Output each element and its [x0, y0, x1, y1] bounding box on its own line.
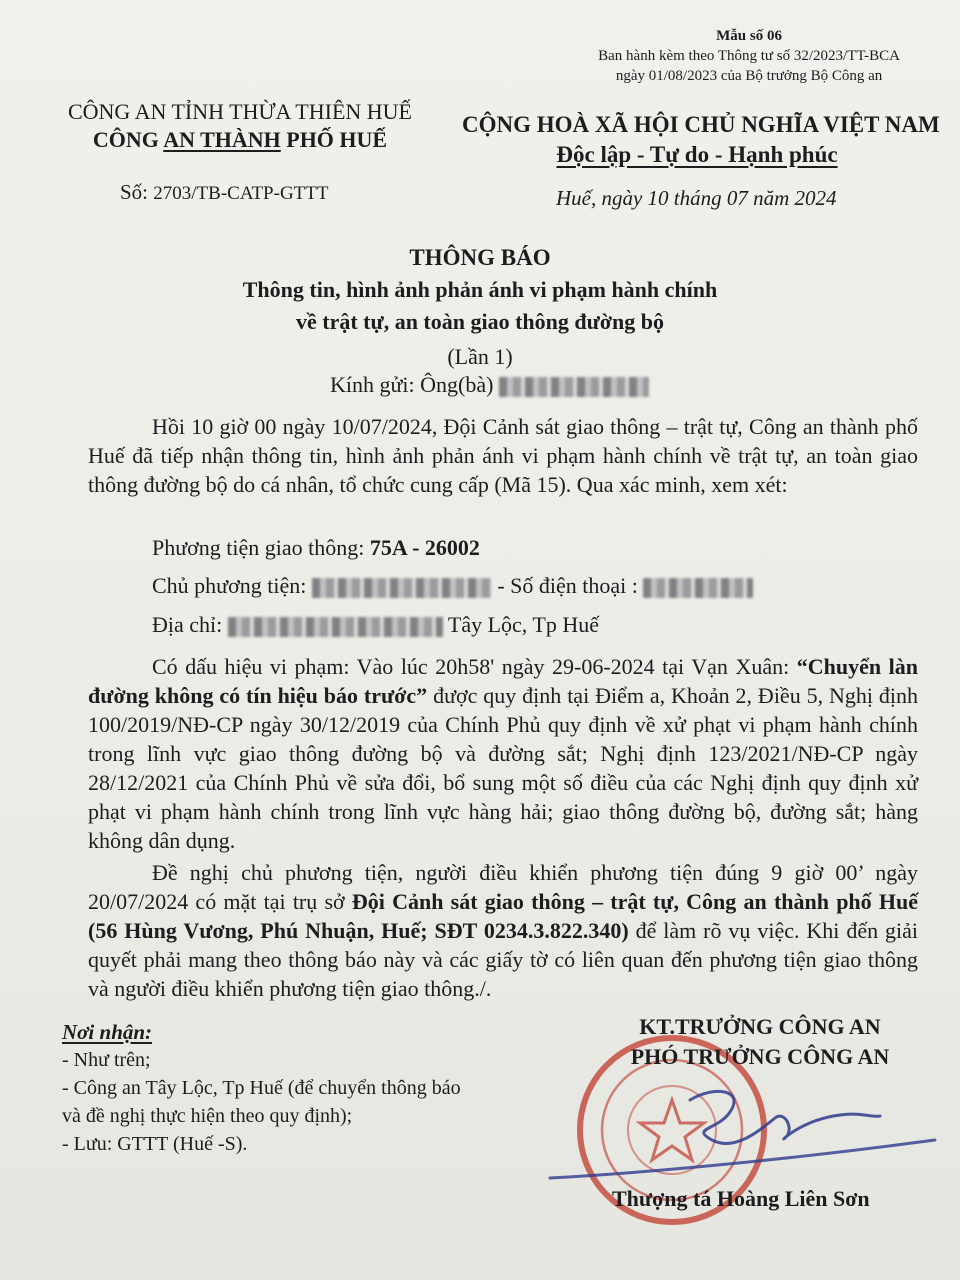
redacted-phone [643, 578, 753, 598]
vehicle-label: Phương tiện giao thông: [152, 535, 370, 560]
request-place: Đội Cảnh sát giao thông – trật tự, Công an thành phố Huế (56 Hùng Vương, Phú Nhuận, Huế; SĐT 0234.3.822.340) [88, 889, 918, 943]
form-number: Mẫu số 06 [716, 28, 782, 44]
organization-header [60, 98, 420, 154]
title-line-2: về trật tự, an toàn giao thông đường bộ [295, 309, 664, 334]
address-line [152, 612, 599, 638]
place-date: Huế, ngày 10 tháng 07 năm 2024 [556, 186, 837, 210]
handwritten-signature [540, 1060, 940, 1200]
violation-detail: được quy định tại Điểm a, Khoản 2, Điều 5, Nghị định 100/2019/NĐ-CP ngày 30/12/2019 của Chính Phủ quy định về xử phạt vi phạm hành chính trong lĩnh vực giao thông đường bộ và đường sắt; Nghị định 123/2021/NĐ-CP ngày 28/12/2021 của Chính Phủ về sửa đổi, bổ sung một số điều của các Nghị định quy định xử phạt vi phạm hành chính trong lĩnh vực hàng hải; giao thông đường bộ, đường sắt; hàng không dân dụng. [88, 683, 918, 853]
nation-name: CỘNG HOÀ XÃ HỘI CHỦ NGHĨA VIỆT NAM [462, 112, 940, 137]
violation-act: “Chuyển làn đường không có tín hiệu báo trước” [88, 654, 918, 708]
receivers-block [62, 1018, 461, 1158]
unit-prefix: CÔNG [92, 127, 164, 152]
vehicle-line [152, 535, 480, 561]
recipient-label: Kính gửi: Ông(bà) [330, 372, 494, 397]
receiver-item: - Lưu: GTTT (Huế -S). [62, 1133, 248, 1155]
violation-intro: Có dấu hiệu vi phạm: Vào lúc 20h58' ngày 29-06-2024 tại Vạn Xuân: [152, 654, 797, 679]
receiver-item: - Công an Tây Lộc, Tp Huế (để chuyển thông báo [62, 1077, 461, 1099]
recipient-line [330, 372, 649, 398]
national-header [462, 110, 940, 170]
title-main: THÔNG BÁO [409, 245, 551, 270]
redacted-owner [312, 578, 492, 598]
redacted-address [228, 617, 443, 637]
paragraph-violation [88, 652, 918, 855]
document-title [0, 242, 960, 338]
issuing-unit [60, 126, 420, 154]
form-issued-date: ngày 01/08/2023 của Bộ trưởng Bộ Công an [615, 68, 883, 84]
paragraph-report: Hồi 10 giờ 00 ngày 10/07/2024, Đội Cảnh sát giao thông – trật tự, Công an thành phố Huế đã tiếp nhận thông tin, hình ảnh phản ánh vi phạm hành chính về trật tự, an toàn giao thông đường bộ do cá nhân, tổ chức cung cấp (Mã 15). Qua xác minh, xem xét: [88, 414, 918, 497]
title-line-1: Thông tin, hình ảnh phản ánh vi phạm hành chính [242, 277, 718, 302]
owner-line [152, 573, 753, 599]
doc-number-label: Số: [120, 180, 149, 204]
request-part-1: Đề nghị chủ phương tiện, người điều khiển phương tiện đúng 9 giờ 00’ ngày 20/07/2024 có mặt tại trụ sở [88, 860, 918, 914]
owner-label: Chủ phương tiện: [152, 573, 307, 598]
address-visible: Tây Lộc, Tp Huế [447, 612, 599, 637]
document-number [120, 180, 328, 205]
parent-organization: CÔNG AN TỈNH THỪA THIÊN HUẾ [67, 99, 412, 124]
redacted-name [499, 377, 649, 397]
unit-underlined: AN THÀNH [163, 127, 281, 152]
address-label: Địa chỉ: [152, 612, 223, 637]
receiver-item: - Như trên; [62, 1049, 151, 1071]
doc-number-value: 2703/TB-CATP-GTTT [153, 183, 329, 204]
signer-name: Thượng tá Hoàng Liên Sơn [612, 1186, 870, 1211]
attempt-number: (Lần 1) [447, 344, 513, 369]
form-issued-with: Ban hành kèm theo Thông tư số 32/2023/TT-BCA [598, 48, 900, 64]
form-header [598, 26, 900, 86]
nation-motto: Độc lập - Tự do - Hạnh phúc [556, 142, 838, 167]
unit-suffix: PHỐ HUẾ [280, 127, 388, 152]
signature-line-2: PHÓ TRƯỞNG CÔNG AN [630, 1044, 890, 1069]
phone-label: - Số điện thoại : [497, 573, 638, 598]
request-part-2: để làm rõ vụ việc. Khi đến giải quyết phải mang theo thông báo này và các giấy tờ có liên quan đến phương tiện giao thông và người điều khiển phương tiện giao thông./. [88, 918, 918, 1001]
signature-line-1: KT.TRƯỞNG CÔNG AN [639, 1014, 881, 1039]
license-plate: 75A - 26002 [369, 535, 480, 560]
paragraph-request [88, 858, 918, 1003]
receivers-heading: Nơi nhận: [62, 1020, 153, 1044]
receiver-item: và đề nghị thực hiện theo quy định); [62, 1105, 353, 1127]
